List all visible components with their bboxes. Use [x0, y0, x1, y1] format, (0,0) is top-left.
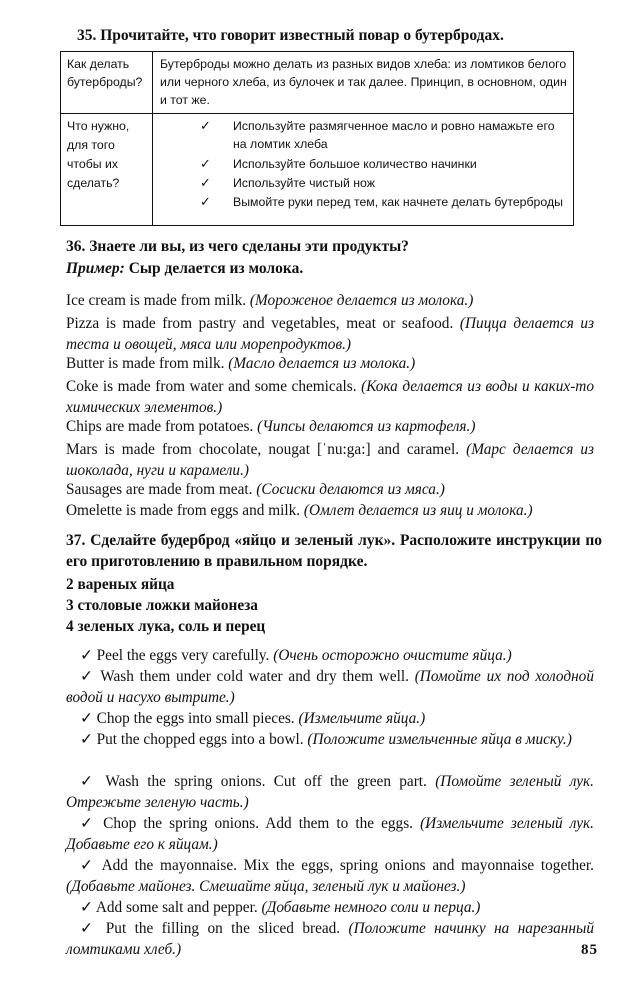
check-icon: ✓	[80, 857, 96, 874]
step-ru: (Положите начинку на нарезанный ломтиками хлеб.)	[66, 920, 594, 958]
step-ru: (Добавьте майонез. Смешайте яйца, зеленый лук и майонез.)	[66, 878, 466, 895]
product-line	[66, 481, 445, 499]
step-item	[66, 666, 594, 708]
step-en: Put the filling on the sliced bread.	[105, 920, 341, 937]
product-en: Coke is made from water and some chemicals.	[66, 378, 357, 395]
check-icon: ✓	[80, 647, 93, 664]
product-ru: (Марс делается из шоколада, нуги и карамели.)	[66, 441, 594, 479]
check-icon: ✓	[200, 156, 211, 171]
product-ru: (Пицца делается из теста и овощей, мяса или морепродуктов.)	[66, 315, 595, 353]
step-ru: (Добавьте немного соли и перца.)	[261, 899, 481, 916]
step-en: Chop the spring onions. Add them to the eggs.	[103, 815, 413, 832]
table-question-how: Как делать бутерброды?	[67, 57, 143, 89]
step-ru: (Измельчите зеленый лук. Добавьте его к яйцам.)	[66, 815, 594, 853]
exercise-36-example	[66, 260, 303, 278]
product-ru: (Омлет делается из яиц и молока.)	[303, 502, 533, 519]
ingredient-item: 4 зеленых лука, соль и перец	[66, 618, 266, 635]
table-divider-vertical	[152, 52, 153, 225]
check-icon: ✓	[80, 710, 93, 727]
step-en: Add the mayonnaise. Mix the eggs, spring onions and mayonnaise together.	[101, 857, 594, 874]
step-item	[66, 813, 594, 855]
cook-advice-table	[60, 51, 574, 226]
tip-text: Используйте чистый нож	[233, 176, 375, 190]
check-icon: ✓	[80, 899, 93, 916]
check-icon: ✓	[80, 920, 98, 937]
product-en: Sausages are made from meat.	[66, 481, 253, 498]
example-text: Сыр делается из молока.	[128, 260, 304, 277]
tip-text: Вымойте руки перед тем, как начнете делать бутерброды	[233, 195, 563, 209]
step-ru: (Положите измельченные яйца в миску.)	[307, 731, 572, 748]
check-icon: ✓	[200, 175, 211, 190]
product-en: Mars is made from chocolate, nougat [ˈnu:ga:] and caramel.	[66, 441, 460, 458]
step-en: Put the chopped eggs into a bowl.	[96, 731, 304, 748]
ingredient-item: 3 столовые ложки майонеза	[66, 597, 258, 614]
product-line	[66, 502, 533, 520]
step-en: Chop the eggs into small pieces.	[96, 710, 295, 727]
step-item	[66, 918, 594, 960]
product-en: Chips are made from potatoes.	[66, 418, 254, 435]
product-line	[66, 376, 594, 418]
check-icon: ✓	[200, 194, 211, 209]
product-line	[66, 355, 415, 373]
product-ru: (Сосиски делаются из мяса.)	[256, 481, 445, 498]
check-icon: ✓	[200, 118, 211, 133]
exercise-35-title: 35. Прочитайте, что говорит известный повар о бутербродах.	[77, 27, 504, 44]
product-en: Ice cream is made from milk.	[66, 292, 247, 309]
ingredient-item: 2 вареных яйца	[66, 576, 175, 593]
step-item	[66, 645, 594, 666]
product-en: Butter is made from milk.	[66, 355, 225, 372]
product-ru: (Кока делается из воды и каких-то химических элементов.)	[66, 378, 595, 416]
table-divider-horizontal	[61, 113, 573, 114]
step-en: Peel the eggs very carefully.	[96, 647, 270, 664]
step-item	[66, 708, 594, 729]
check-icon: ✓	[80, 668, 95, 685]
tip-text: Используйте размягченное масло и ровно намажьте его на ломтик хлеба	[233, 119, 555, 151]
step-ru: (Помойте их под холодной водой и насухо вытрите.)	[66, 668, 594, 706]
product-line	[66, 313, 594, 355]
table-question-what: Что нужно, для того чтобы их сделать?	[67, 119, 130, 190]
step-item	[66, 729, 594, 750]
step-en: Wash the spring onions. Cut off the green part.	[105, 773, 427, 790]
step-ru: (Помойте зеленый лук. Отрежьте зеленую часть.)	[66, 773, 594, 811]
product-ru: (Чипсы делаются из картофеля.)	[257, 418, 476, 435]
example-label: Пример:	[66, 260, 125, 277]
tip-text: Используйте большое количество начинки	[233, 157, 477, 171]
product-en: Omelette is made from eggs and milk.	[66, 502, 301, 519]
step-item	[66, 771, 594, 813]
check-icon: ✓	[80, 815, 97, 832]
step-en: Wash them under cold water and dry them well.	[100, 668, 409, 685]
product-ru: (Масло делается из молока.)	[228, 355, 416, 372]
step-en: Add some salt and pepper.	[95, 899, 258, 916]
step-item	[66, 855, 594, 897]
step-ru: (Очень осторожно очистите яйца.)	[273, 647, 512, 664]
product-en: Pizza is made from pastry and vegetables, meat or seafood.	[66, 315, 454, 332]
product-line	[66, 292, 473, 310]
step-ru: (Измельчите яйца.)	[298, 710, 426, 727]
product-ru: (Мороженое делается из молока.)	[249, 292, 474, 309]
check-icon: ✓	[80, 773, 98, 790]
check-icon: ✓	[80, 731, 93, 748]
exercise-36-title: 36. Знаете ли вы, из чего сделаны эти продукты?	[66, 238, 409, 255]
step-item	[66, 897, 594, 918]
table-answer-how: Бутерброды можно делать из разных видов хлеба: из ломтиков белого или черного хлеба, из булочек и так далее. Принцип, в основном, один и тот же.	[160, 57, 567, 107]
product-line	[66, 439, 594, 481]
exercise-37-title: 37. Сделайте будерброд «яйцо и зеленый лук». Расположите инструкции по его приготовлению в правильном порядке.	[66, 532, 602, 570]
page-number: 85	[581, 942, 598, 958]
product-line	[66, 418, 475, 436]
